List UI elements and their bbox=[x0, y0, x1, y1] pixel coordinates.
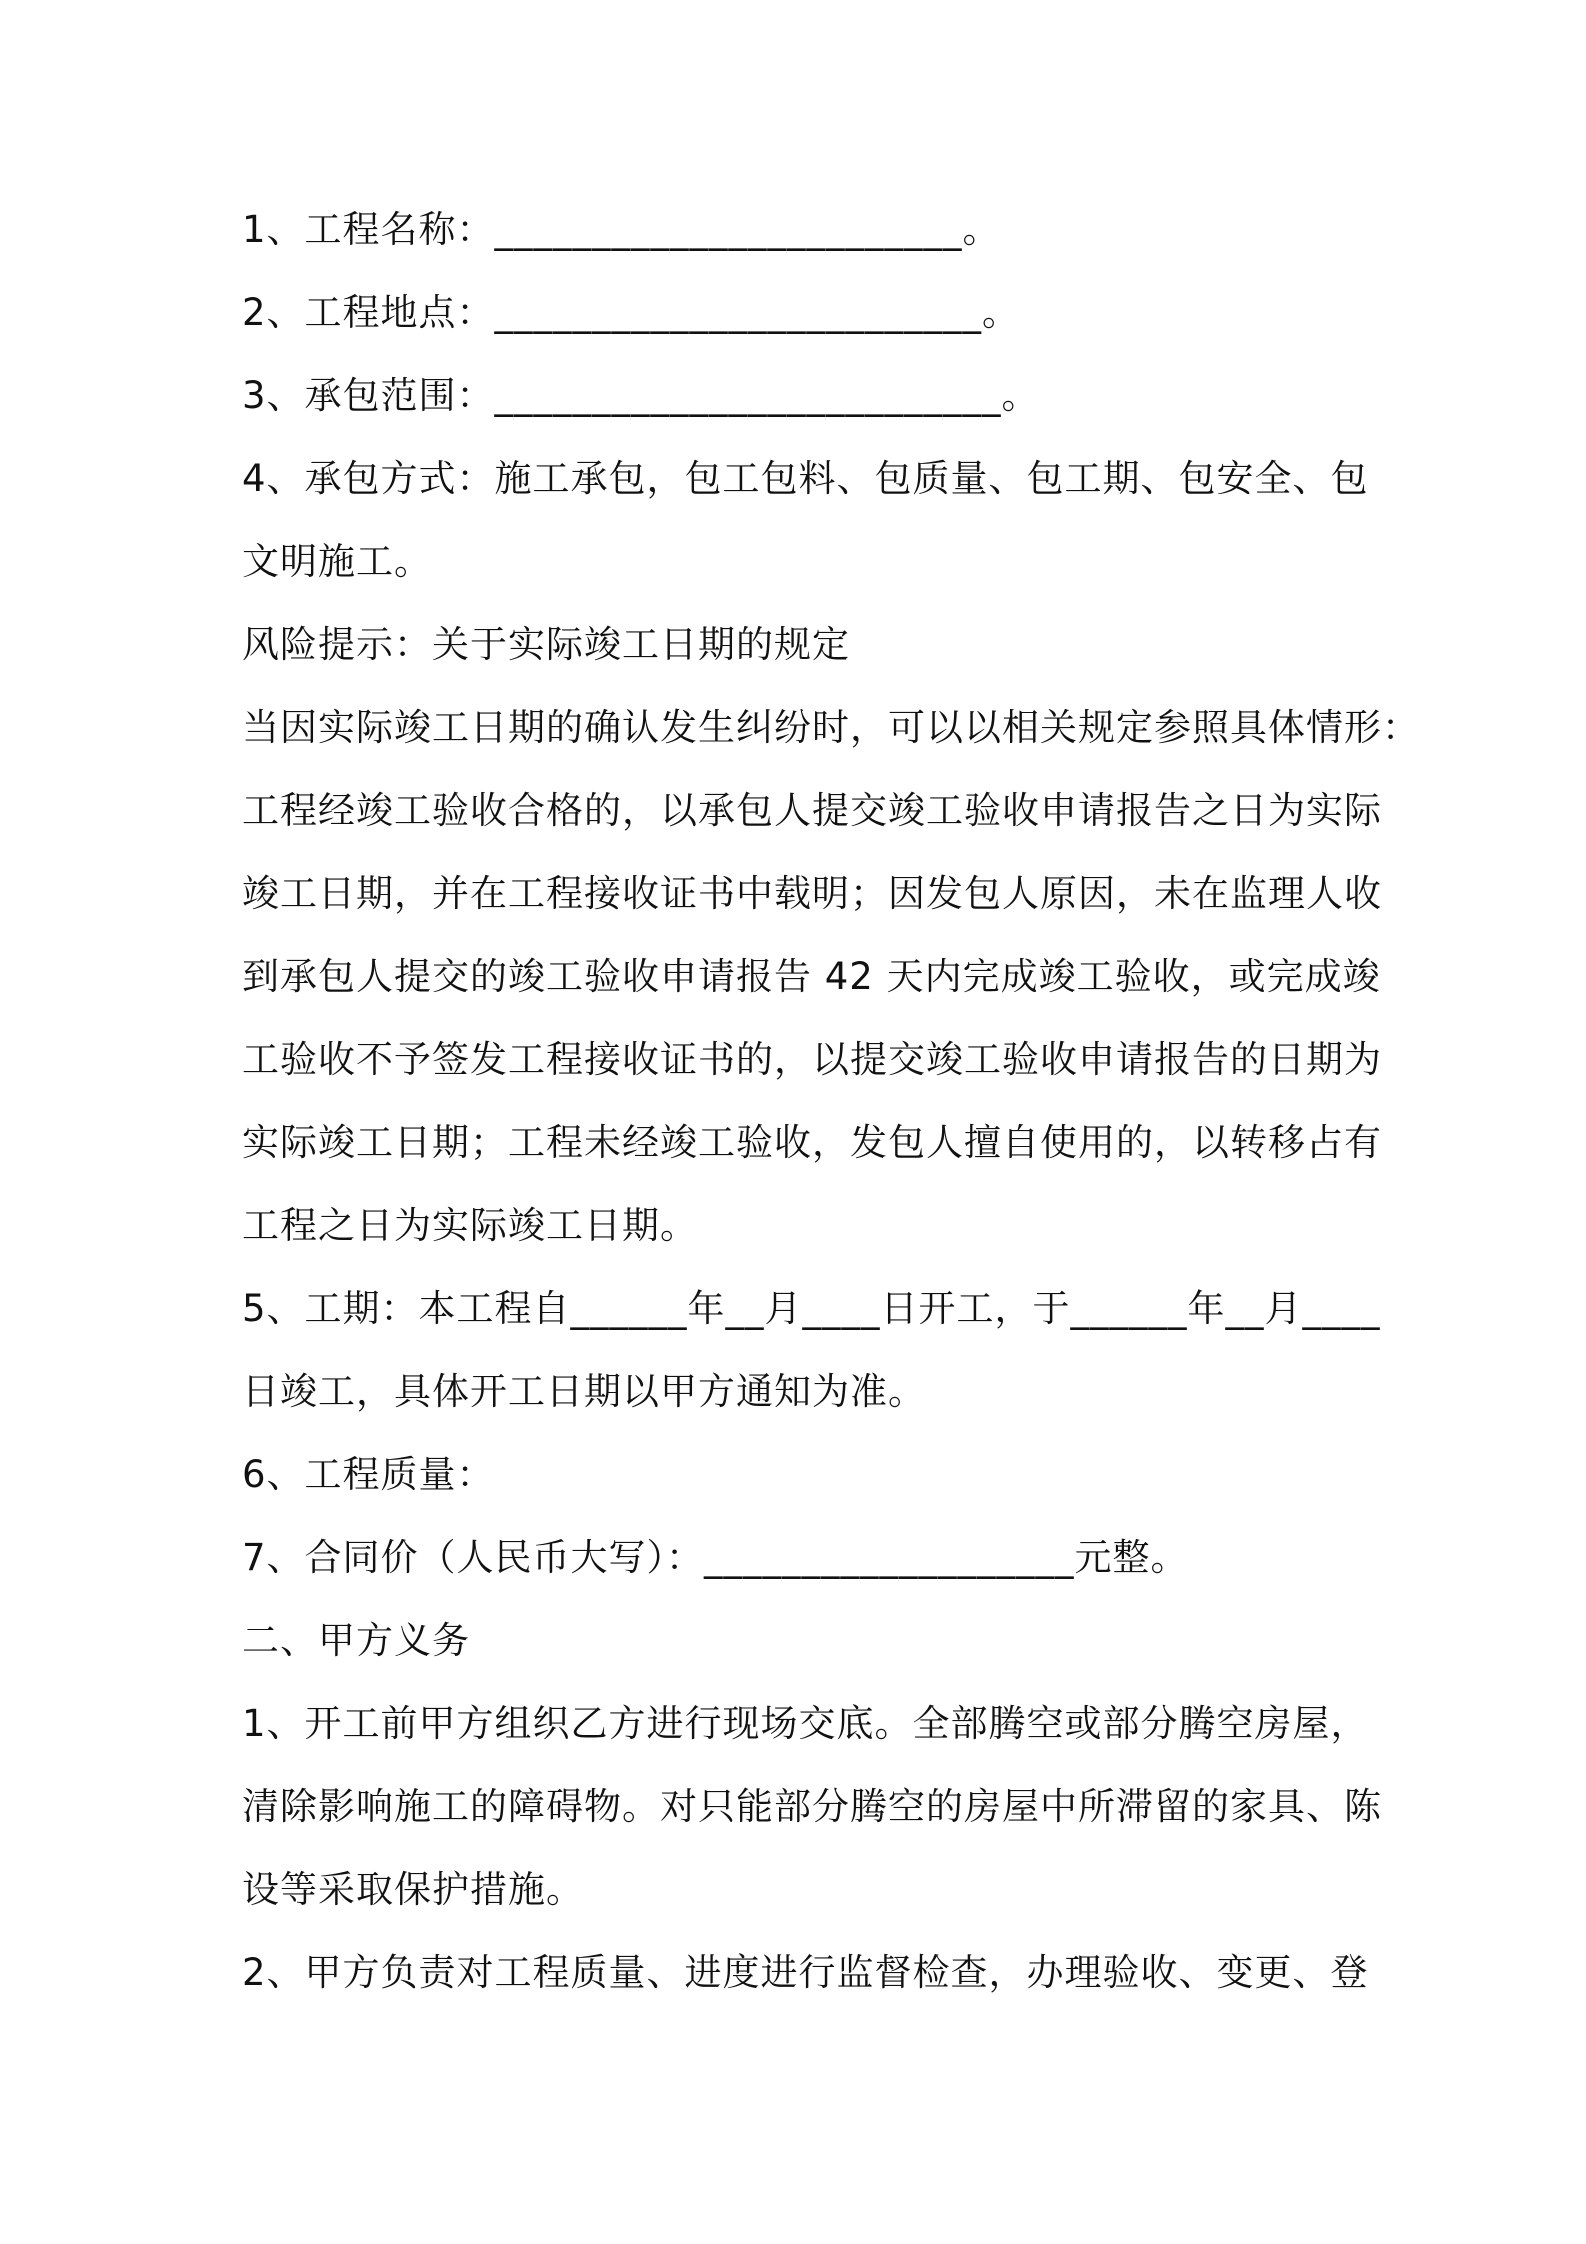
risk-tip-paragraph-line: 工验收不予签发工程接收证书的，以提交竣工验收申请报告的日期为 bbox=[242, 1038, 1382, 1081]
duty-item-line: 设等采取保护措施。 bbox=[242, 1868, 584, 1911]
risk-tip-paragraph-line: 竣工日期，并在工程接收证书中载明；因发包人原因，未在监理人收 bbox=[242, 872, 1382, 915]
item-project-quality: 6、工程质量： bbox=[242, 1453, 495, 1496]
item-contract-scope: 3、承包范围：__________________________。 bbox=[242, 374, 1040, 417]
duty-item-line: 清除影响施工的障碍物。对只能部分腾空的房屋中所滞留的家具、陈 bbox=[242, 1785, 1382, 1828]
item-contract-price: 7、合同价（人民币大写）：___________________元整。 bbox=[242, 1536, 1189, 1579]
risk-tip-paragraph-line: 实际竣工日期；工程未经竣工验收，发包人擅自使用的，以转移占有 bbox=[242, 1121, 1382, 1164]
item-project-location: 2、工程地点：_________________________。 bbox=[242, 291, 1021, 334]
risk-tip-heading: 风险提示：关于实际竣工日期的规定 bbox=[242, 623, 850, 666]
section-heading-party-a-duties: 二、甲方义务 bbox=[242, 1619, 470, 1662]
item-contract-method-cont: 文明施工。 bbox=[242, 540, 432, 583]
risk-tip-paragraph-line: 工程之日为实际竣工日期。 bbox=[242, 1204, 698, 1247]
risk-tip-paragraph-line: 到承包人提交的竣工验收申请报告 42 天内完成竣工验收，或完成竣 bbox=[242, 955, 1381, 998]
item-construction-period-cont: 日竣工，具体开工日期以甲方通知为准。 bbox=[242, 1370, 926, 1413]
item-contract-method: 4、承包方式：施工承包，包工包料、包质量、包工期、包安全、包 bbox=[242, 457, 1369, 500]
risk-tip-paragraph-line: 工程经竣工验收合格的，以承包人提交竣工验收申请报告之日为实际 bbox=[242, 789, 1382, 832]
duty-item-line: 1、开工前甲方组织乙方进行现场交底。全部腾空或部分腾空房屋， bbox=[242, 1702, 1369, 1745]
item-project-name: 1、工程名称：________________________。 bbox=[242, 208, 1001, 251]
item-construction-period: 5、工期：本工程自______年__月____日开工，于______年__月____ bbox=[242, 1287, 1381, 1330]
duty-item-line: 2、甲方负责对工程质量、进度进行监督检查，办理验收、变更、登 bbox=[242, 1951, 1369, 1994]
document-page bbox=[242, 200, 1420, 2026]
risk-tip-paragraph-line: 当因实际竣工日期的确认发生纠纷时，可以以相关规定参照具体情形： bbox=[242, 706, 1420, 749]
